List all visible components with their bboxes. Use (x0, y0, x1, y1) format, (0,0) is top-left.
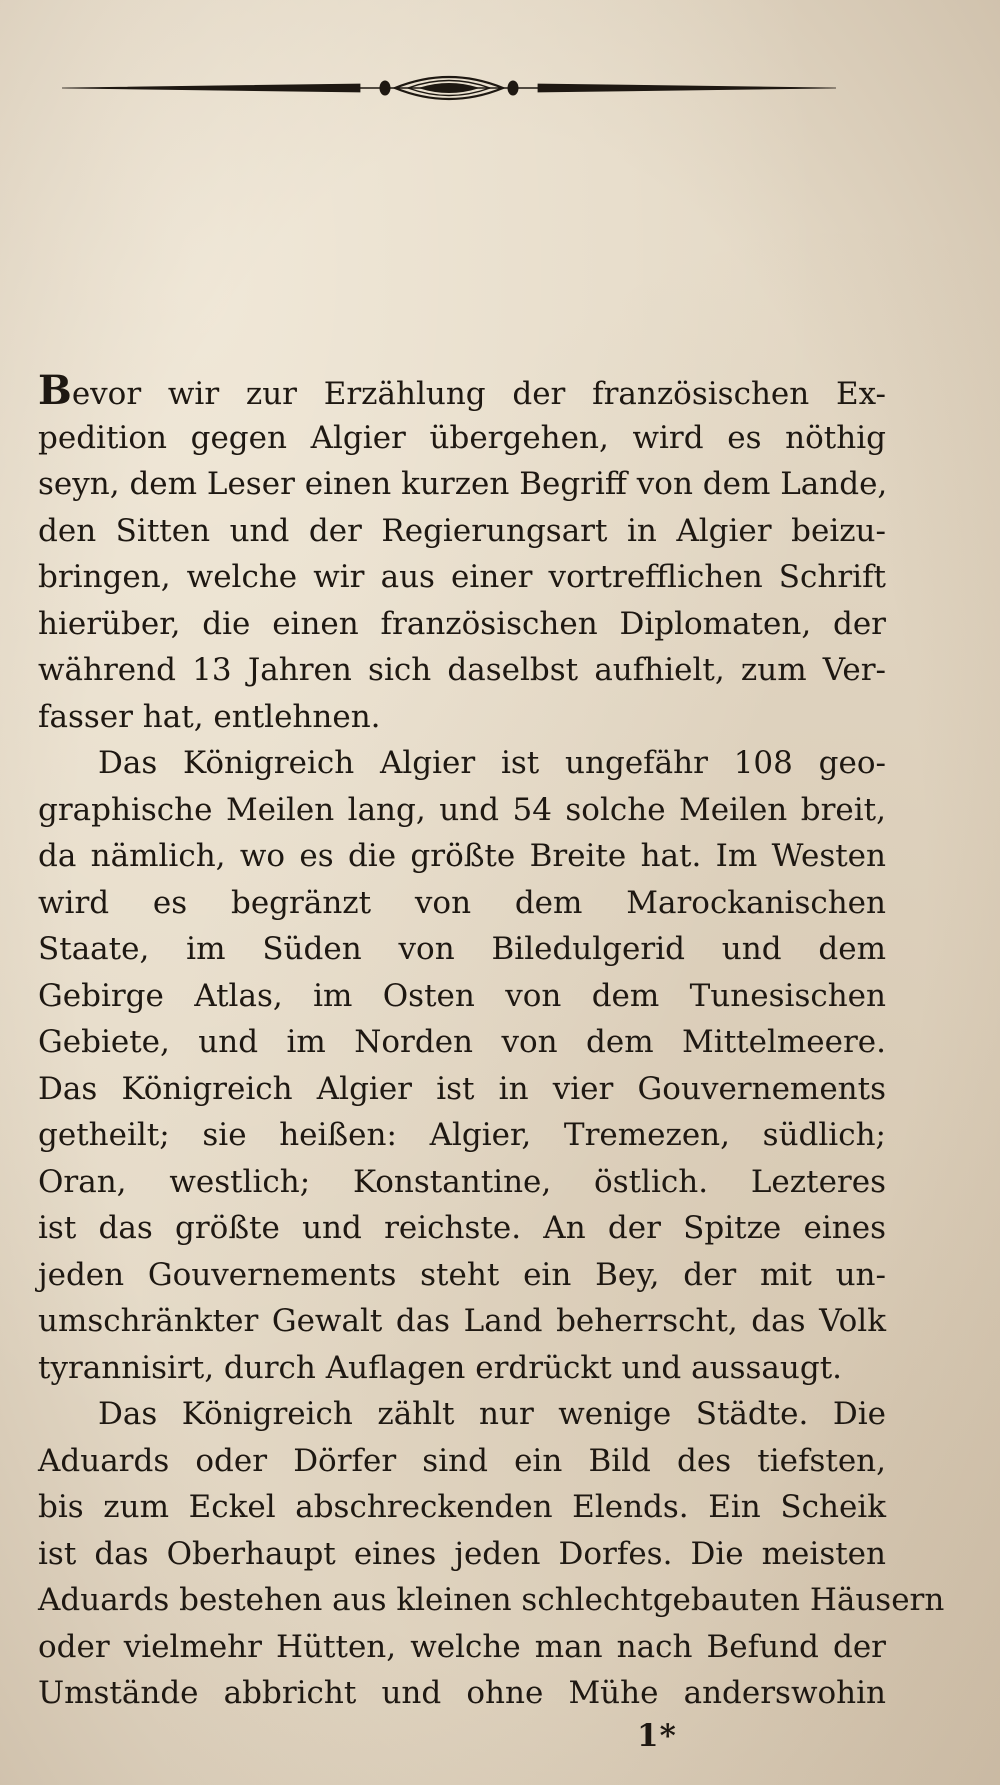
body-text (38, 367, 945, 1717)
text-line: seyn, dem Leser einen kurzen Begriff von dem Lande, (38, 466, 888, 502)
text-line: Aduards oder Dörfer sind ein Bild des tiefsten, (38, 1442, 886, 1479)
text-line: oder vielmehr Hütten, welche man nach Befund der (38, 1628, 886, 1665)
text-line: während 13 Jahren sich daselbst aufhielt, zum Ver- (38, 652, 886, 688)
page-number: 1* (637, 1718, 677, 1754)
text-line: Oran, westlich; Konstantine, östlich. Lezteres (38, 1163, 886, 1200)
text-line: ist das größte und reichste. An der Spitze eines (38, 1210, 886, 1246)
text-line: Das Königreich Algier ist in vier Gouvernements (38, 1070, 886, 1107)
text-line: bis zum Eckel abschreckenden Elends. Ein Scheik (38, 1489, 886, 1525)
text-line: pedition gegen Algier übergehen, wird es nöthig (38, 419, 886, 456)
text-line: Staate, im Süden von Biledulgerid und dem (38, 931, 886, 967)
text-line: Gebiete, und im Norden von dem Mittelmeere. (38, 1024, 886, 1060)
text-line: Gebirge Atlas, im Osten von dem Tunesischen (38, 977, 886, 1014)
text-line (38, 368, 886, 415)
text-line-rest: evor wir zur Erzählung der französischen Ex- (71, 376, 886, 412)
text-line: Das Königreich zählt nur wenige Städte. Die (98, 1396, 886, 1432)
text-line: umschränkter Gewalt das Land beherrscht, das Volk (38, 1303, 886, 1339)
text-line: graphische Meilen lang, und 54 solche Meilen breit, (38, 791, 886, 828)
decorative-rule-ornament (60, 62, 840, 112)
text-line: jeden Gouvernements steht ein Bey, der mit un- (38, 1256, 886, 1293)
text-line: fasser hat, entlehnen. (38, 698, 381, 735)
text-line: hierüber, die einen französischen Diplomaten, der (38, 605, 886, 642)
text-line: den Sitten und der Regierungsart in Algier beizu- (38, 512, 886, 549)
text-line: wird es begränzt von dem Marockanischen (38, 884, 886, 921)
text-line: Aduards bestehen aus kleinen schlechtgebauten Häusern (38, 1582, 945, 1618)
text-line: getheilt; sie heißen: Algier, Tremezen, südlich; (38, 1117, 886, 1153)
text-line: tyrannisirt, durch Auflagen erdrückt und aussaugt. (38, 1349, 843, 1386)
text-line: bringen, welche wir aus einer vortrefflichen Schrift (38, 559, 886, 595)
text-line: ist das Oberhaupt eines jeden Dorfes. Die meisten (38, 1535, 886, 1572)
text-line: da nämlich, wo es die größte Breite hat. Im Westen (38, 838, 886, 874)
drop-cap: B (38, 367, 72, 414)
text-line: Umstände abbricht und ohne Mühe anderswohin (38, 1675, 886, 1711)
text-line: Das Königreich Algier ist ungefähr 108 geo- (98, 745, 886, 781)
